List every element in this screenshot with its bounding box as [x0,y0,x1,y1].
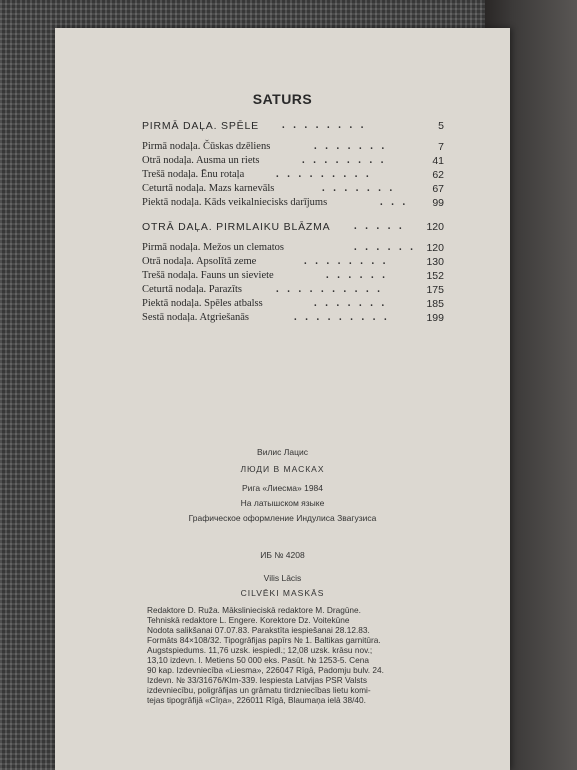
toc-chapter: Trešā nodaļa. Fauns un sieviete . . . . . . 152 [142,270,444,282]
imprint-ru-language: На латышском языке [240,498,325,508]
imprint-line: Nodota salikšanai 07.07.83. Parakstīta iespiešanai 28.12.83. [147,625,370,635]
imprint-ru-author: Вилис Лацис [257,447,308,457]
toc-chapter: Piektā nodaļa. Kāds veikalniecisks darījums . . . 99 [142,197,444,209]
imprint-ru-title: ЛЮДИ В МАСКАХ [240,464,325,474]
toc-chapter: Pirmā nodaļa. Čūskas dzēliens . . . . . . . 7 [142,141,444,153]
imprint-line: Augstspiedums. 11,76 uzsk. iespiedl.; 12,08 uzsk. krāsu nov.; [147,645,373,655]
toc-leader-dots: . . . . . . . . . [276,169,372,180]
toc-page-number: 5 [438,120,444,132]
imprint-line: Tehniskā redaktore L. Engere. Korektore Dz. Voitekūne [147,615,350,625]
imprint-ru-ib-number: ИБ № 4208 [260,550,305,560]
toc-leader-dots: . . . . . . . [314,141,388,152]
toc-leader-dots: . . . . . . . . [304,256,389,267]
toc-leader-dots: . . . . . [354,221,405,232]
imprint-line: Redaktore D. Ruža. Mākslinieciskā redaktore M. Dragūne. [147,605,361,615]
toc-leader-dots: . . . . . . . [314,298,388,309]
imprint-ru-design: Графическое оформление Индулиса Звагузиса [188,513,377,523]
toc-leader-dots: . . . [380,197,409,208]
toc-part-label: PIRMĀ DAĻA. SPĒLE [142,120,259,132]
toc-chapter: Ceturtā nodaļa. Mazs karnevāls . . . . . . . 67 [142,183,444,195]
toc-part-label: OTRĀ DAĻA. PIRMLAIKU BLĀZMA [142,221,331,233]
imprint-lv-title: CILVĒKI MASKĀS [240,588,325,598]
book-page [55,28,510,770]
imprint-line: Formāts 84×108/32. Tipogrāfijas papīrs № 1. Baltikas garnitūra. [147,635,381,645]
toc-page-number: 120 [426,221,444,233]
imprint-line: Izdevn. № 33/31676/Klm-339. Iespiesta Latvijas PSR Valsts [147,675,367,685]
toc-leader-dots: . . . . . . . . [282,120,367,131]
toc-chapter: Ceturtā nodaļa. Parazīts . . . . . . . . . . 175 [142,284,444,296]
imprint-line: izdevniecību, poligrāfijas un grāmatu tirdzniecības lietu komi- [147,685,371,695]
toc-leader-dots: . . . . . . [354,242,416,253]
imprint-line: tejas tipogrāfijā «Cīņa», 226011 Rīgā, Blaumaņa ielā 38/40. [147,695,366,705]
imprint-line: 90 kap. Izdevniecība «Liesma», 226047 Rīgā, Padomju bulv. 24. [147,665,384,675]
toc-leader-dots: . . . . . . . . . [294,312,390,323]
toc-chapter: Pirmā nodaļa. Mežos un clematos . . . . . . 120 [142,242,444,254]
toc-chapter: Piektā nodaļa. Spēles atbalss . . . . . . . 185 [142,298,444,310]
toc-leader-dots: . . . . . . . [322,183,396,194]
toc-part-1 [142,120,444,134]
imprint-lv-details [147,605,447,705]
toc-chapter: Otrā nodaļa. Apsolītā zeme . . . . . . . . 130 [142,256,444,268]
imprint-ru-publisher: Рига «Лиесма» 1984 [241,483,324,493]
toc-chapter: Sestā nodaļa. Atgriešanās . . . . . . . . . 199 [142,312,444,324]
toc-chapter: Otrā nodaļa. Ausma un riets . . . . . . . . 41 [142,155,444,167]
imprint-lv-author: Vilis Lācis [263,573,302,583]
imprint-line: 13,10 izdevn. l. Metiens 50 000 eks. Pasūt. № 1253-5. Cena [147,655,369,665]
toc-part-2 [142,221,444,235]
toc-leader-dots: . . . . . . [326,270,388,281]
toc-chapter: Trešā nodaļa. Ēnu rotaļa . . . . . . . . . 62 [142,169,444,181]
toc-leader-dots: . . . . . . . . . . [276,284,383,295]
page-title: SATURS [252,91,313,107]
toc-leader-dots: . . . . . . . . [302,155,387,166]
